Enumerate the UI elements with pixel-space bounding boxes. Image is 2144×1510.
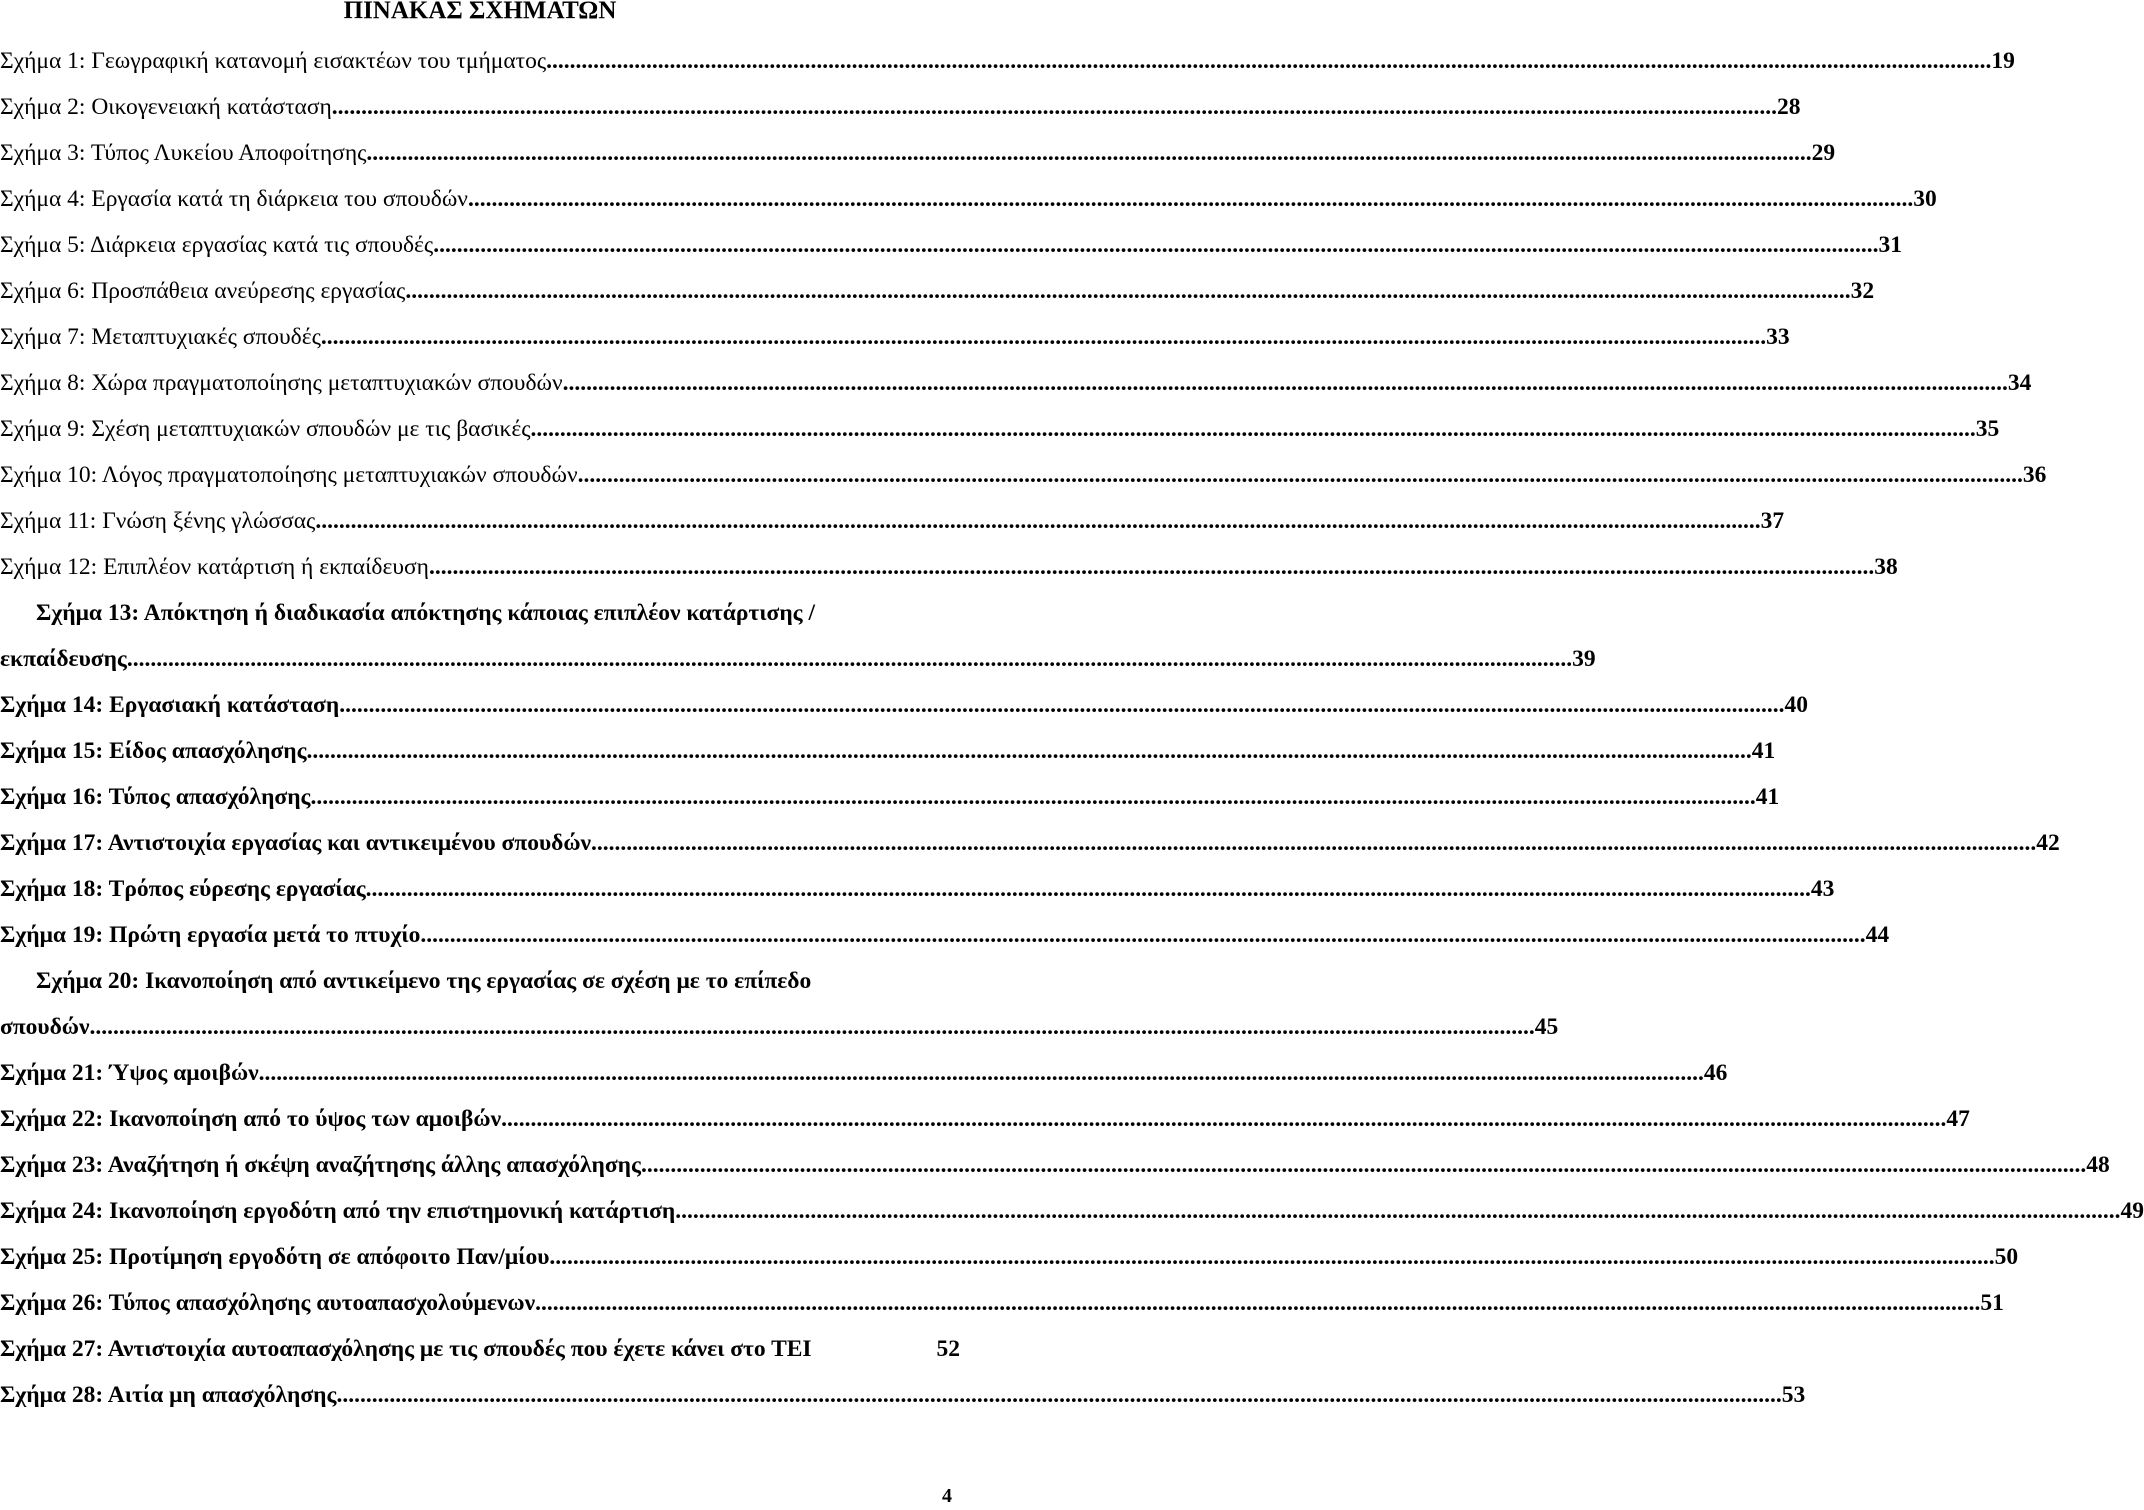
toc-entry [0, 774, 1780, 820]
toc-entry-title: Σχήμα 10: Λόγος πραγματοποίησης μεταπτυχιακών σπουδών [0, 462, 578, 488]
dot-leader [531, 406, 1976, 452]
toc-entry-title: σπουδών [0, 1014, 90, 1040]
toc-entry-page: 41 [1751, 738, 1776, 764]
toc-entry-title: Σχήμα 18: Τρόπος εύρεσης εργασίας [0, 876, 366, 902]
toc-entry-page: 38 [1874, 554, 1898, 580]
toc-entry-title: Σχήμα 22: Ικανοποίηση από το ύψος των αμοιβών [0, 1106, 502, 1132]
toc-entry-title: Σχήμα 14: Εργασιακή κατάσταση [0, 692, 340, 718]
dot-leader [310, 774, 1755, 820]
dot-leader [89, 1004, 1534, 1050]
toc-entry-page: 53 [1781, 1382, 1806, 1408]
dot-leader [675, 1188, 2120, 1234]
toc-entry-title: Σχήμα 7: Μεταπτυχιακές σπουδές [0, 324, 321, 350]
toc-entry [0, 222, 1902, 268]
toc-entry-page: 50 [1994, 1244, 2019, 1270]
toc-entry-title: Σχήμα 1: Γεωγραφική κατανομή εισακτέων του τμήματος [0, 48, 547, 74]
dot-leader [332, 84, 1777, 130]
dot-leader [127, 636, 1572, 682]
toc-entry [0, 590, 1596, 682]
dot-leader [546, 38, 1991, 84]
toc-entry-page: 37 [1760, 508, 1785, 534]
toc-entry [0, 498, 1785, 544]
dot-leader [578, 452, 2023, 498]
dot-leader [429, 544, 1874, 590]
toc-entry-title: Σχήμα 11: Γνώση ξένης γλώσσας [0, 508, 316, 534]
toc-entry-title: Σχήμα 3: Τύπος Λυκείου Αποφοίτησης [0, 140, 367, 166]
toc-entry [0, 1234, 2019, 1280]
toc-entry [0, 1280, 2004, 1326]
toc-entry-title: Σχήμα 28: Αιτία μη απασχόλησης [0, 1382, 337, 1408]
dot-leader [315, 498, 1760, 544]
toc-entry-page: 36 [2022, 462, 2047, 488]
toc-entry-title: Σχήμα 8: Χώρα πραγματοποίησης μεταπτυχιακών σπουδών [0, 370, 563, 396]
dot-leader [468, 176, 1913, 222]
toc-entry-page: 42 [2036, 830, 2060, 856]
dot-leader [366, 130, 1811, 176]
toc-entry [0, 452, 2047, 498]
toc-entry-title: Σχήμα 27: Αντιστοιχία αυτοαπασχόλησης με τις σπουδές που έχετε κάνει στο ΤΕΙ [0, 1336, 812, 1362]
toc-entry [0, 958, 1559, 1050]
toc-entry-title: Σχήμα 21: Ύψος αμοιβών [0, 1060, 259, 1086]
toc-entry-title: Σχήμα 24: Ικανοποίηση εργοδότη από την επιστημονική κατάρτιση [0, 1198, 676, 1224]
dot-leader [339, 682, 1784, 728]
toc-entry-title: Σχήμα 25: Προτίμηση εργοδότη σε απόφοιτο Παν/μίου [0, 1244, 550, 1270]
toc-entry [0, 1096, 1970, 1142]
toc-entry [0, 544, 1898, 590]
toc-entry-title: Σχήμα 19: Πρώτη εργασία μετά το πτυχίο [0, 922, 421, 948]
dot-leader [336, 1372, 1781, 1418]
toc-entry-title: Σχήμα 12: Επιπλέον κατάρτιση ή εκπαίδευση [0, 554, 429, 580]
toc-entry-page: 34 [2007, 370, 2032, 396]
toc-entry [0, 1142, 2110, 1188]
toc-entry [0, 130, 1836, 176]
toc-entry-page: 49 [2120, 1198, 2144, 1224]
dot-leader [259, 1050, 1704, 1096]
toc-entry-title: Σχήμα 17: Αντιστοιχία εργασίας και αντικειμένου σπουδών [0, 830, 592, 856]
toc-entry-title: Σχήμα 6: Προσπάθεια ανεύρεσης εργασίας [0, 278, 406, 304]
toc-entry-page: 39 [1572, 646, 1596, 672]
toc-entry-title: Σχήμα 23: Αναζήτηση ή σκέψη αναζήτησης άλλης απασχόλησης [0, 1152, 641, 1178]
toc-entry [0, 176, 1937, 222]
toc-entry [0, 314, 1790, 360]
table-of-figures [0, 38, 2144, 1418]
toc-entry-page: 47 [1946, 1106, 1970, 1132]
toc-entry-page: 35 [1975, 416, 2000, 442]
toc-entry [0, 820, 2060, 866]
toc-entry-page: 30 [1913, 186, 1937, 212]
dot-leader [641, 1142, 2086, 1188]
dot-leader [433, 222, 1878, 268]
dot-leader [591, 820, 2036, 866]
toc-entry [0, 360, 2032, 406]
toc-entry-page: 28 [1777, 94, 1801, 120]
toc-entry-title: Σχήμα 2: Οικογενειακή κατάσταση [0, 94, 332, 120]
page-number: 4 [942, 1485, 952, 1507]
toc-entry-page: 41 [1755, 784, 1780, 810]
toc-entry [0, 866, 1835, 912]
toc-entry [0, 1326, 960, 1372]
toc-entry-first-line: Σχήμα 13: Απόκτηση ή διαδικασία απόκτησης κάποιας επιπλέον κατάρτισης / [36, 600, 815, 626]
toc-entry [0, 682, 1808, 728]
toc-entry-page: 33 [1766, 324, 1790, 350]
toc-entry-page: 52 [936, 1336, 960, 1362]
dot-leader [535, 1280, 1980, 1326]
dot-leader [366, 866, 1811, 912]
toc-entry-page: 44 [1865, 922, 1890, 948]
toc-entry [0, 1372, 1806, 1418]
dot-leader [420, 912, 1865, 958]
dot-leader [501, 1096, 1946, 1142]
dot-leader [321, 314, 1766, 360]
toc-entry-title: Σχήμα 16: Τύπος απασχόλησης [0, 784, 311, 810]
toc-entry-page: 19 [1991, 48, 2015, 74]
toc-entry-page: 45 [1534, 1014, 1559, 1040]
toc-entry-page: 43 [1810, 876, 1835, 902]
dot-leader [405, 268, 1850, 314]
dot-leader [307, 728, 1752, 774]
toc-entry-page: 29 [1811, 140, 1836, 166]
toc-entry [0, 728, 1776, 774]
toc-entry-page: 46 [1703, 1060, 1728, 1086]
toc-entry-title: Σχήμα 5: Διάρκεια εργασίας κατά τις σπουδές [0, 232, 434, 258]
toc-entry-title: εκπαίδευσης [0, 646, 127, 672]
toc-entry-page: 48 [2086, 1152, 2110, 1178]
page-title: ΠΙΝΑΚΑΣ ΣΧΗΜΑΤΩΝ [343, 0, 617, 24]
toc-entry [0, 406, 2000, 452]
toc-entry [0, 912, 1890, 958]
toc-entry-title: Σχήμα 4: Εργασία κατά τη διάρκεια του σπουδών [0, 186, 468, 212]
toc-entry-page: 31 [1878, 232, 1902, 258]
toc-entry-page: 40 [1784, 692, 1808, 718]
dot-leader [549, 1234, 1994, 1280]
toc-entry-page: 51 [1980, 1290, 2004, 1316]
toc-entry-page: 32 [1850, 278, 1875, 304]
toc-entry [0, 1188, 2144, 1234]
dot-leader [563, 360, 2008, 406]
toc-entry [0, 268, 1875, 314]
toc-entry-first-line: Σχήμα 20: Ικανοποίηση από αντικείμενο της εργασίας σε σχέση με το επίπεδο [36, 968, 812, 994]
toc-entry [0, 1050, 1728, 1096]
toc-entry [0, 38, 2015, 84]
toc-entry-title: Σχήμα 9: Σχέση μεταπτυχιακών σπουδών με τις βασικές [0, 416, 531, 442]
toc-entry-title: Σχήμα 26: Τύπος απασχόλησης αυτοαπασχολούμενων [0, 1290, 536, 1316]
toc-entry [0, 84, 1801, 130]
toc-entry-title: Σχήμα 15: Είδος απασχόλησης [0, 738, 307, 764]
